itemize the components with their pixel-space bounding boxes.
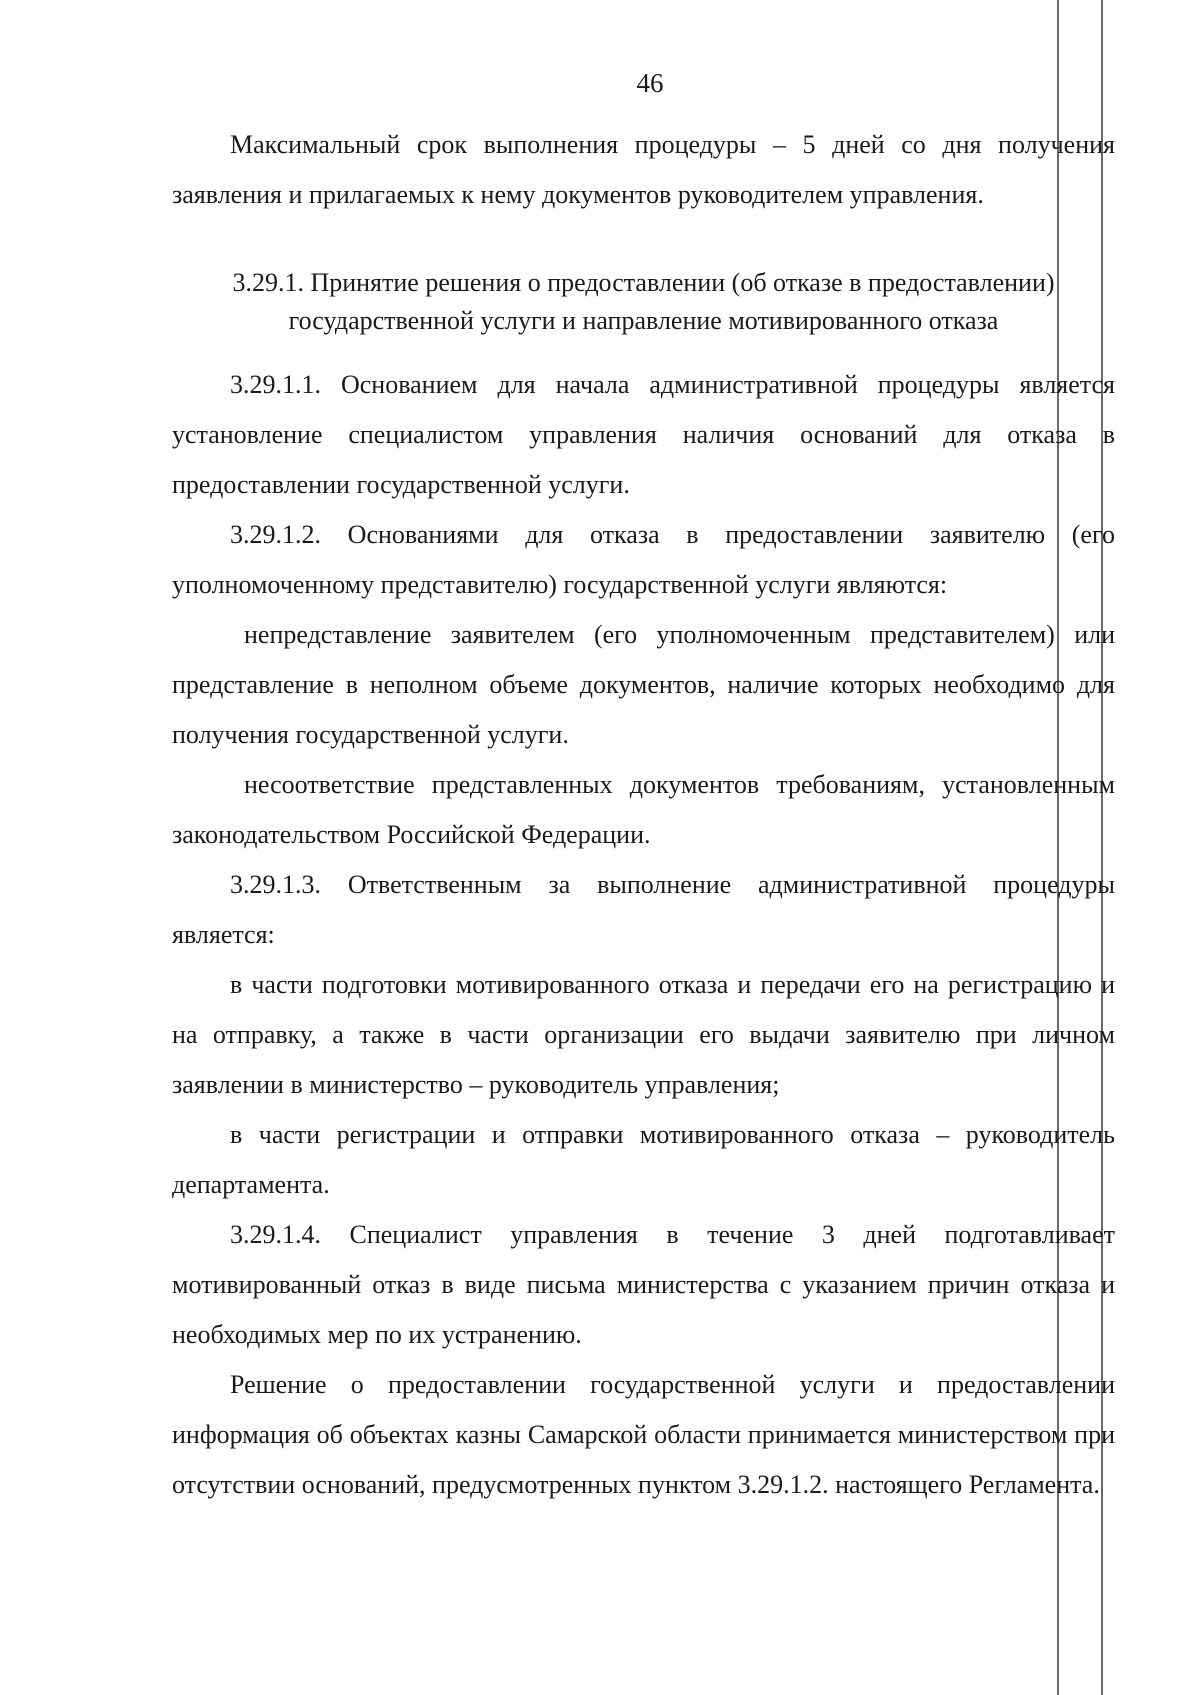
document-body: [172, 120, 1115, 1510]
paragraph-3-29-1-1: 3.29.1.1. Основанием для начала административной процедуры является установление специалистом управления наличия оснований для отказа в предоставлении государственной услуги.: [172, 370, 1115, 499]
section-heading-line: государственной услуги и направление мотивированного отказа: [288, 306, 999, 335]
paragraph-3-29-1-3: 3.29.1.3. Ответственным за выполнение административной процедуры является:: [172, 870, 1115, 949]
section-heading-line: 3.29.1. Принятие решения о предоставлении (об отказе в предоставлении): [232, 268, 1055, 297]
paragraph-3-29-1-2: 3.29.1.2. Основаниями для отказа в предоставлении заявителю (его уполномоченному представителю) государственной услуги являются:: [172, 520, 1115, 599]
list-item-grounds-1: непредставление заявителем (его уполномоченным представителем) или представление в неполном объеме документов, наличие которых необходимо для получения государственной услуги.: [172, 620, 1115, 749]
list-item-responsible-2: в части регистрации и отправки мотивированного отказа – руководитель департамента.: [172, 1120, 1115, 1199]
list-item-grounds-2: несоответствие представленных документов требованиям, установленным законодательством Российской Федерации.: [172, 770, 1115, 849]
page-number: 46: [636, 68, 664, 98]
list-item-responsible-1: в части подготовки мотивированного отказа и передачи его на регистрацию и на отправку, а также в части организации его выдачи заявителю при личном заявлении в министерство – руководитель управления;: [172, 970, 1115, 1099]
paragraph-decision: Решение о предоставлении государственной услуги и предоставлении информация об объектах казны Самарской области принимается министерством при отсутствии оснований, предусмотренных пунктом 3.29.1.2. настоящего Регламента.: [172, 1370, 1115, 1499]
paragraph-3-29-1-4: 3.29.1.4. Специалист управления в течение 3 дней подготавливает мотивированный отказ в виде письма министерства с указанием причин отказа и необходимых мер по их устранению.: [172, 1220, 1115, 1349]
section-heading: [172, 264, 1115, 340]
intro-paragraph: Максимальный срок выполнения процедуры – 5 дней со дня получения заявления и прилагаемых к нему документов руководителем управления.: [172, 130, 1115, 209]
